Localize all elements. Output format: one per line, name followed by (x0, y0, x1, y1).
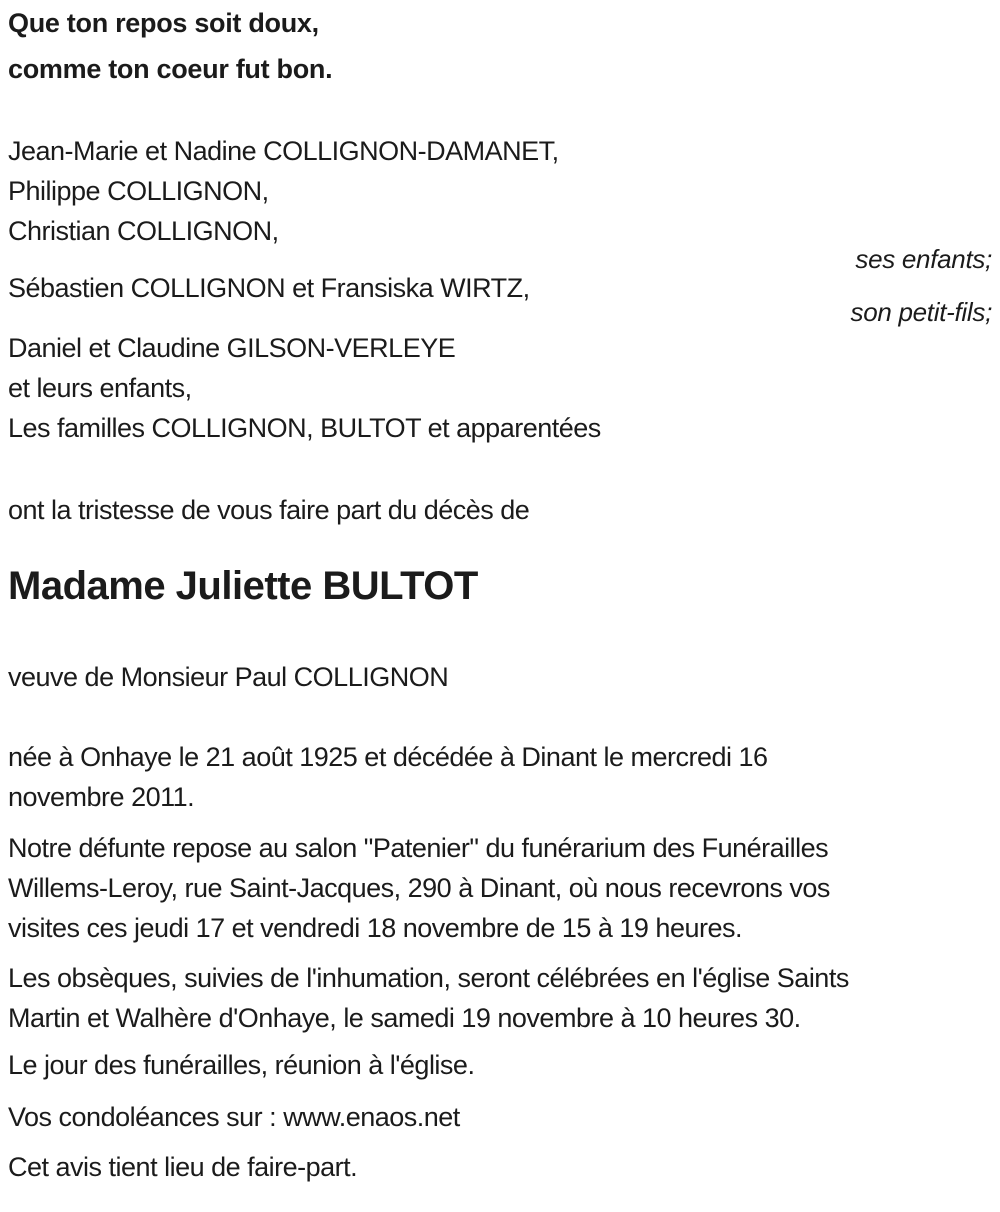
condolences-url[interactable]: www.enaos.net (283, 1102, 460, 1132)
family-member-line: Sébastien COLLIGNON et Fransiska WIRTZ, (8, 273, 530, 303)
grandson-relationship-label: son petit-fils; (850, 297, 992, 327)
birth-death-line: née à Onhaye le 21 août 1925 et décédée à Dinant le mercredi 16 (8, 742, 768, 772)
birth-death-paragraph (8, 737, 992, 817)
condolences-prefix: Vos condoléances sur : (8, 1102, 277, 1132)
widow-line: veuve de Monsieur Paul COLLIGNON (8, 662, 449, 692)
children-relationship-label: ses enfants; (855, 244, 992, 274)
funeral-paragraph (8, 958, 992, 1038)
family-member-line: Jean-Marie et Nadine COLLIGNON-DAMANET, (8, 136, 559, 166)
epitaph-line: Que ton repos soit doux, (8, 8, 319, 38)
family-member-line: Daniel et Claudine GILSON-VERLEYE (8, 333, 456, 363)
funeral-line: Martin et Walhère d'Onhaye, le samedi 19 novembre à 10 heures 30. (8, 1003, 801, 1033)
birth-death-line: novembre 2011. (8, 782, 195, 812)
condolences-line (8, 1097, 992, 1137)
visitation-line: visites ces jeudi 17 et vendredi 18 novembre de 15 à 19 heures. (8, 913, 742, 943)
visitation-line: Willems-Leroy, rue Saint-Jacques, 290 à Dinant, où nous recevrons vos (8, 873, 830, 903)
visitation-paragraph (8, 828, 992, 948)
notice-line: Cet avis tient lieu de faire-part. (8, 1152, 358, 1182)
epitaph-line: comme ton coeur fut bon. (8, 54, 333, 84)
family-member-line: Philippe COLLIGNON, (8, 176, 269, 206)
visitation-line: Notre défunte repose au salon "Patenier" du funérarium des Funérailles (8, 833, 829, 863)
funeral-line: Les obsèques, suivies de l'inhumation, seront célébrées en l'église Saints (8, 963, 849, 993)
announcement-line: ont la tristesse de vous faire part du décès de (8, 495, 530, 525)
family-member-line: Les familles COLLIGNON, BULTOT et apparentées (8, 413, 601, 443)
deceased-name: Madame Juliette BULTOT (8, 564, 478, 608)
meeting-line: Le jour des funérailles, réunion à l'église. (8, 1050, 475, 1080)
family-member-line: Christian COLLIGNON, (8, 216, 279, 246)
family-member-line: et leurs enfants, (8, 373, 192, 403)
